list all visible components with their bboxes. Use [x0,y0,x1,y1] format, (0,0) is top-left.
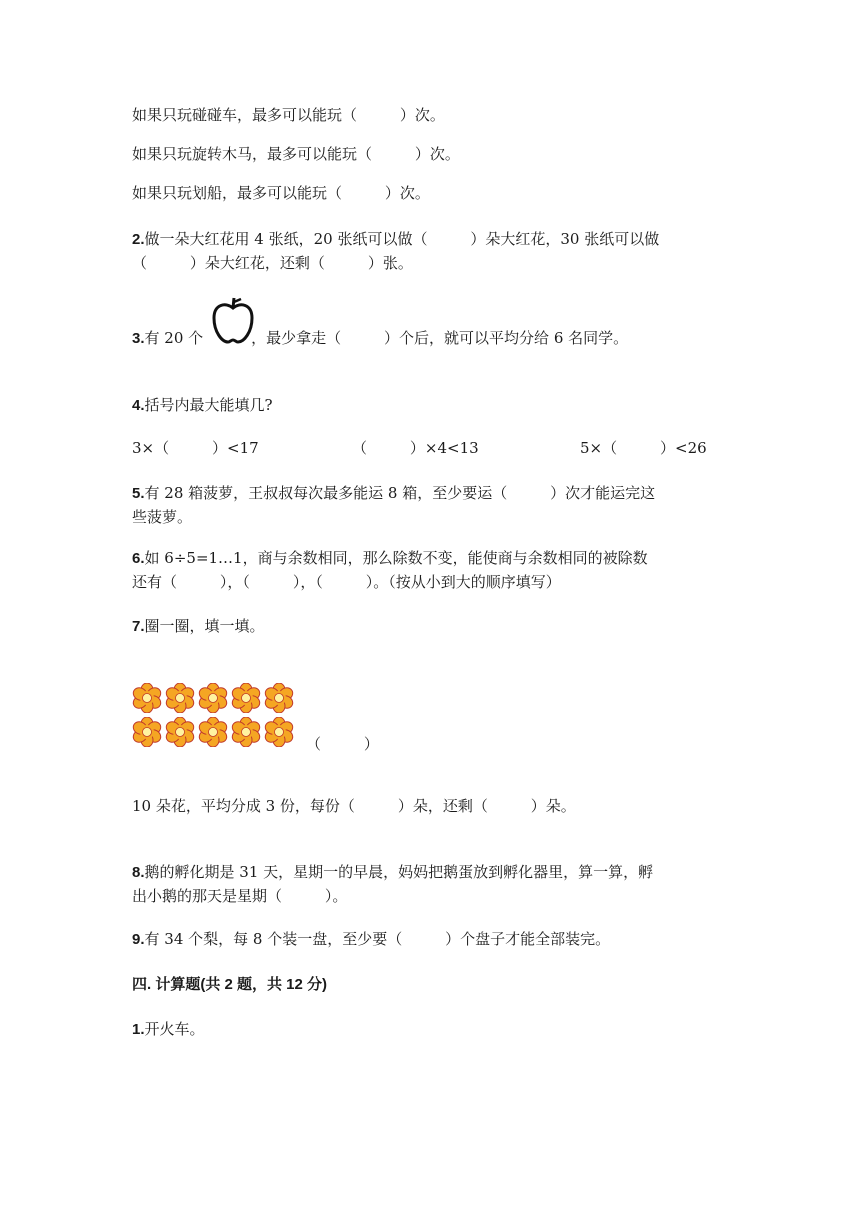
question-number: 8. [132,864,145,881]
question-text: 有 20 个 [144,329,204,347]
question-text: 有 34 个梨，每 8 个装一盘，至少要（ ）个盘子才能全部装完。 [144,930,611,948]
flower-icon [198,683,228,713]
inequality-item: 3×（ ）<17 [132,439,259,457]
question-number: 1. [132,1021,145,1038]
flower-icon [165,683,195,713]
question-number: 6. [132,550,145,567]
flower-icon [264,683,294,713]
calc-question-1 [132,1018,205,1041]
question-number: 9. [132,931,145,948]
flower-icon [231,683,261,713]
question-line: 如果只玩旋转木马，最多可以能玩（ ）次。 [132,145,460,163]
question-line: 如果只玩划船，最多可以能玩（ ）次。 [132,184,430,202]
flower-icon [132,683,162,713]
question-6 [132,547,648,570]
question-number: 4. [132,397,145,414]
question-text: 如 6÷5=1…1，商与余数相同，那么除数不变，能使商与余数相同的被除数 [144,549,648,567]
question-text: 括号内最大能填几? [144,396,273,414]
question-text: 圈一圈，填一填。 [144,617,265,635]
question-number: 7. [132,618,145,635]
flower-icon [231,717,261,747]
inequality-item: （ ）×4<13 [352,439,479,457]
answer-blank: （ ） [306,735,379,753]
question-8-continued: 出小鹅的那天是星期（ ）。 [132,887,348,905]
question-5-continued: 些菠萝。 [132,508,193,526]
question-number: 5. [132,485,145,502]
question-5 [132,482,655,505]
flower-icon [132,717,162,747]
apple-icon [210,296,256,346]
flower-icon [264,717,294,747]
question-text: 鹅的孵化期是 31 天，星期一的早晨，妈妈把鹅蛋放到孵化器里，算一算，孵 [144,863,654,881]
question-9 [132,928,610,951]
question-text: 开火车。 [144,1020,205,1038]
question-text: 做一朵大红花用 4 张纸，20 张纸可以做（ ）朵大红花，30 张纸可以做 [144,230,660,248]
section-heading: 四. 计算题(共 2 题，共 12 分) [132,976,328,993]
inequality-item: 5×（ ）<26 [580,439,707,457]
question-8 [132,861,653,884]
question-7-answer: 10 朵花，平均分成 3 份，每份（ ）朵，还剩（ ）朵。 [132,797,576,815]
question-3 [132,327,628,350]
question-text: ，最少拿走（ ）个后，就可以平均分给 6 名同学。 [251,329,629,347]
question-text: 有 28 箱菠萝，王叔叔每次最多能运 8 箱，至少要运（ ）次才能运完这 [144,484,656,502]
question-number: 2. [132,231,145,248]
question-4 [132,394,273,417]
question-2-continued: （ ）朵大红花，还剩（ ）张。 [132,254,413,272]
question-2 [132,228,659,251]
question-7 [132,615,265,638]
flower-icon [198,717,228,747]
flower-icon [165,717,195,747]
question-6-continued: 还有（ ），（ ），（ ）。（按从小到大的顺序填写） [132,573,561,591]
question-number: 3. [132,330,145,347]
question-line: 如果只玩碰碰车，最多可以能玩（ ）次。 [132,106,445,124]
